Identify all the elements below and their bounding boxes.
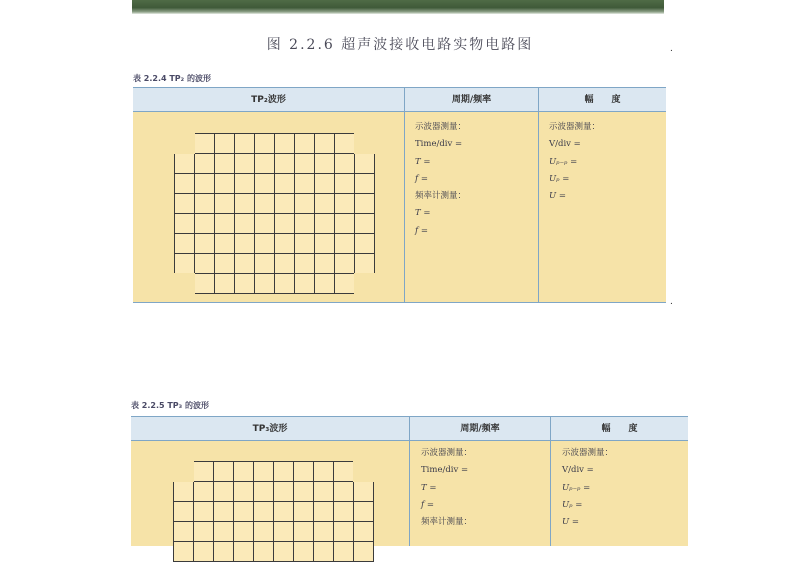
grid-corner — [174, 133, 195, 154]
table2-period-cell — [421, 445, 472, 531]
table2-header-amplitude: 幅 度 — [601, 424, 638, 434]
grid-corner — [353, 461, 374, 482]
table1-header-waveform: TP₂波形 — [251, 95, 286, 105]
amplitude-line: U = — [549, 191, 566, 202]
table2-header-period: 周期/频率 — [460, 424, 500, 434]
amplitude-line: Uₚ = — [562, 499, 583, 510]
period-line: 频率计测量： — [415, 191, 467, 202]
amplitude-line: V/div = — [549, 139, 581, 150]
table1-oscilloscope-grid — [174, 133, 375, 294]
period-line: Time/div = — [421, 465, 469, 476]
corner-mark: . — [670, 297, 673, 307]
period-line: 示波器测量： — [415, 122, 467, 132]
amplitude-line: V/div = — [562, 465, 594, 476]
amplitude-line: 示波器测量： — [562, 448, 614, 458]
period-line: 示波器测量： — [421, 448, 473, 458]
table1-amplitude-cell — [549, 119, 600, 205]
grid-corner — [173, 461, 194, 482]
table2-caption: 表 2.2.5 TP₃ 的波形 — [131, 401, 209, 410]
amplitude-line: Uₚ₋ₚ = — [549, 156, 578, 167]
circuit-photo-bottom-edge — [132, 0, 664, 14]
table1-period-cell — [415, 119, 466, 240]
amplitude-line: Uₚ = — [549, 173, 570, 184]
table2 — [131, 416, 688, 546]
table1-header — [133, 88, 666, 112]
period-line: f = — [415, 173, 428, 184]
period-line: f = — [415, 225, 428, 236]
table1-col-divider — [538, 88, 539, 302]
period-line: Time/div = — [415, 139, 463, 150]
period-line: T = — [415, 208, 431, 219]
table2-col-divider — [409, 417, 410, 546]
amplitude-line: Uₚ₋ₚ = — [562, 482, 591, 493]
table2-amplitude-cell — [562, 445, 613, 531]
period-line: T = — [421, 482, 437, 493]
amplitude-line: U = — [562, 517, 579, 528]
grid-corner — [174, 273, 195, 294]
table1-col-divider — [404, 88, 405, 302]
corner-mark: . — [670, 44, 673, 54]
amplitude-line: 示波器测量： — [549, 122, 601, 132]
period-line: f = — [421, 499, 434, 510]
table1-header-amplitude: 幅 度 — [584, 95, 621, 105]
period-line: 频率计测量： — [421, 517, 473, 528]
grid-corner — [354, 273, 375, 294]
table1 — [133, 87, 666, 303]
table1-caption: 表 2.2.4 TP₂ 的波形 — [133, 74, 211, 83]
table1-header-period: 周期/频率 — [451, 95, 492, 105]
table2-header-waveform: TP₃波形 — [252, 424, 288, 434]
grid-corner — [354, 133, 375, 154]
period-line: T = — [415, 156, 431, 167]
figure-caption: 图 2.2.6 超声波接收电路实物电路图 — [266, 37, 534, 53]
table2-oscilloscope-grid — [173, 461, 374, 562]
table2-col-divider — [550, 417, 551, 546]
